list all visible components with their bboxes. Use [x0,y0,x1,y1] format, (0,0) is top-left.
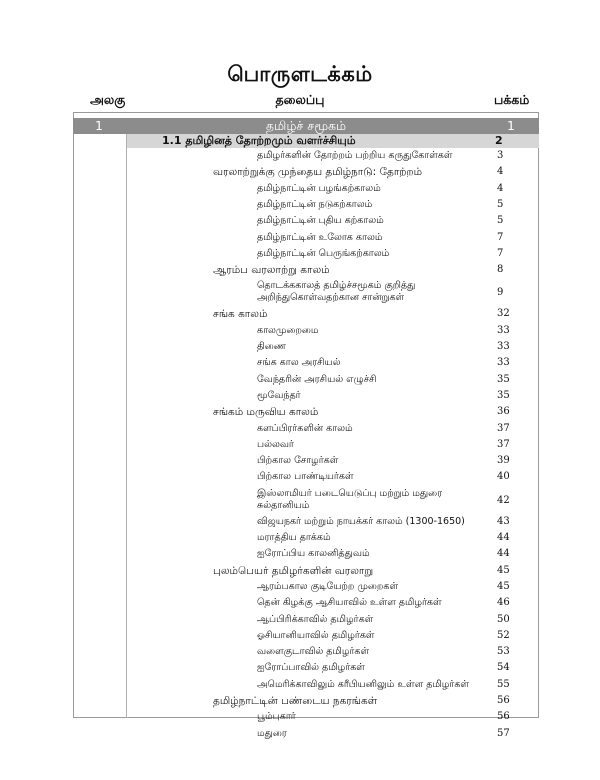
toc-entry[interactable] [0,679,600,695]
toc-entry[interactable] [0,516,600,532]
toc-entry-page: 3 [497,150,504,161]
toc-entry-page: 40 [497,471,510,483]
toc-entry[interactable] [0,532,600,548]
toc-entry[interactable] [0,341,600,357]
toc-entry[interactable] [0,280,600,308]
toc-entry-title: ஆரம்பகால குடியேற்ற முறைகள் [257,580,399,592]
toc-entry-title: தமிழ்நாட்டின் பெருங்கற்காலம் [257,247,390,259]
toc-entry-title: தமிழர்களின் தோற்றம் பற்றிய கருதுகோள்கள் [257,150,453,161]
toc-entry[interactable] [0,390,600,406]
toc-entry-title: விஜயநகர் மற்றும் நாயக்கர் காலம் (1300-1650) [257,515,465,527]
toc-entry[interactable] [0,199,600,215]
toc-entry-page: 32 [497,308,510,320]
toc-entry-title: ஆப்பிரிக்காவில் தமிழர்கள் [257,613,374,625]
topic-column-header: தலைப்பு [275,92,325,107]
toc-entry-page: 7 [497,247,504,259]
toc-entry-page: 44 [497,532,510,543]
toc-entry-title: தமிழ்நாட்டின் புதிய கற்காலம் [257,215,384,227]
toc-entry-page: 35 [497,389,510,401]
toc-entry-page: 56 [497,711,510,723]
toc-entry-page: 44 [497,548,510,560]
toc-entry-title: பல்லவர் [257,438,294,450]
toc-entry-page: 39 [497,455,510,467]
toc-entry-page: 52 [497,629,510,641]
toc-entry[interactable] [0,488,600,516]
toc-entry[interactable] [0,406,600,422]
toc-entry-title: தமிழ்நாட்டின் நடுகற்காலம் [257,198,373,210]
toc-entry-title: ஓசியானியாவில் தமிழர்கள் [257,629,375,641]
toc-entry[interactable] [0,581,600,597]
toc-entry[interactable] [0,166,600,182]
toc-entry-page: 55 [497,678,510,690]
toc-entry[interactable] [0,695,600,711]
toc-entry-title: வளைகுடாவில் தமிழர்கள் [257,646,370,658]
toc-entry[interactable] [0,728,600,744]
toc-entry-page: 7 [497,231,504,243]
toc-entry-page: 37 [497,438,510,450]
toc-entry-title: பிற்கால சோழர்கள் [257,455,339,467]
toc-entry-title-cont: சுல்தானியம் [257,499,310,511]
toc-entry-title: வரலாற்றுக்கு முந்தைய தமிழ்நாடு: தோற்றம் [213,166,423,179]
unit-column-header: அலகு [90,92,126,107]
toc-entry[interactable] [0,423,600,439]
toc-entry-page: 36 [497,406,510,418]
toc-entry-title: மதுரை [257,727,287,739]
toc-entry[interactable] [0,455,600,471]
toc-entry[interactable] [0,357,600,373]
unit-number: 1 [95,118,103,133]
toc-entry-page: 37 [497,422,510,434]
toc-entry-page: 42 [497,494,510,506]
toc-entry-title: அமெரிக்காவிலும் கரீபியனிலும் உள்ள தமிழர்கள் [257,678,470,690]
toc-entry-page: 5 [497,215,504,227]
toc-entry[interactable] [0,646,600,662]
section-band [126,134,539,148]
toc-entry[interactable] [0,248,600,264]
toc-entry-page: 56 [497,695,510,706]
toc-entry[interactable] [0,662,600,678]
unit-page: 1 [507,118,515,133]
toc-entry-page: 5 [497,198,504,210]
toc-entry-page: 57 [497,727,510,739]
toc-entry[interactable] [0,215,600,231]
page-title: பொருளடக்கம் [227,62,373,86]
toc-entry-page: 33 [497,324,510,336]
toc-entry-title: மூவேந்தர் [257,389,301,401]
toc-entry-title: தமிழ்நாட்டின் உலோக காலம் [257,231,383,243]
toc-entry-page: 4 [497,182,504,194]
toc-entry[interactable] [0,183,600,199]
toc-entry-page: 43 [497,515,510,527]
toc-entry-title: சங்க கால அரசியல் [257,357,341,369]
toc-entry-page: 45 [497,580,510,592]
toc-entry-page: 4 [497,166,504,178]
section-page: 2 [495,134,503,147]
page-column-header: பக்கம் [494,92,530,107]
toc-entry-title: வேந்தரின் அரசியல் எழுச்சி [257,373,377,385]
toc-entry[interactable] [0,630,600,646]
toc-entry[interactable] [0,232,600,248]
toc-entry[interactable] [0,471,600,487]
toc-entry-title: இஸ்லாமியர் படையெடுப்பு மற்றும் மதுரை [257,487,443,499]
toc-entry-page: 53 [497,646,510,658]
toc-entry[interactable] [0,150,600,166]
toc-entry-title: தமிழ்நாட்டின் பண்டைய நகரங்கள் [213,695,378,707]
toc-entry-title: தொடக்ககாலத் தமிழ்ச்சமூகம் குறித்து [257,280,416,292]
toc-entry-title: ஆரம்ப வரலாற்று காலம் [213,264,330,277]
toc-entry-page: 35 [497,373,510,385]
toc-entry-title: சங்க காலம் [213,308,268,321]
toc-entry-page: 54 [497,662,510,674]
toc-entry-page: 45 [497,564,510,576]
toc-entry-title: பூம்புகார் [257,711,296,723]
toc-entry-title: புலம்பெயர் தமிழர்களின் வரலாறு [213,564,374,577]
toc-entry[interactable] [0,325,600,341]
toc-entry-title: சங்கம் மருவிய காலம் [213,406,319,419]
toc-entry-title: ஐரோப்பிய காலனித்துவம் [257,548,370,560]
toc-entry-title: மராத்திய தாக்கம் [257,532,331,543]
toc-entry-title: தமிழ்நாட்டின் பழங்கற்காலம் [257,182,381,194]
toc-entry-title: பிற்கால பாண்டியர்கள் [257,471,354,483]
toc-entry-page: 8 [497,264,504,276]
toc-entry[interactable] [0,439,600,455]
toc-entry-title: தென் கிழக்கு ஆசியாவில் உள்ள தமிழர்கள் [257,597,442,609]
toc-entry-title: திணை [257,341,286,352]
toc-entry-title-cont: அறிந்துகொள்வதற்கான சான்றுகள் [257,292,405,304]
unit-title: தமிழ்ச் சமூகம் [265,118,347,133]
toc-entry-page: 33 [497,357,510,369]
toc-entry-page: 50 [497,613,510,625]
toc-entry-title: களப்பிரர்களின் காலம் [257,422,353,434]
toc-entry[interactable] [0,264,600,280]
toc-entry[interactable] [0,565,600,581]
toc-entry[interactable] [0,614,600,630]
toc-entry-page: 46 [497,597,510,609]
toc-entry[interactable] [0,597,600,613]
toc-entry-title: ஐரோப்பாவில் தமிழர்கள் [257,662,365,674]
toc-entry[interactable] [0,548,600,564]
toc-entry[interactable] [0,308,600,324]
toc-entry-page: 9 [497,287,504,299]
section-title: 1.1 தமிழினத் தோற்றமும் வளர்ச்சியும் [162,134,356,147]
toc-entry-page: 33 [497,341,510,352]
toc-entry[interactable] [0,711,600,727]
toc-entry[interactable] [0,374,600,390]
toc-entry-title: காலமுறைமை [257,324,319,336]
unit-band [73,118,539,134]
